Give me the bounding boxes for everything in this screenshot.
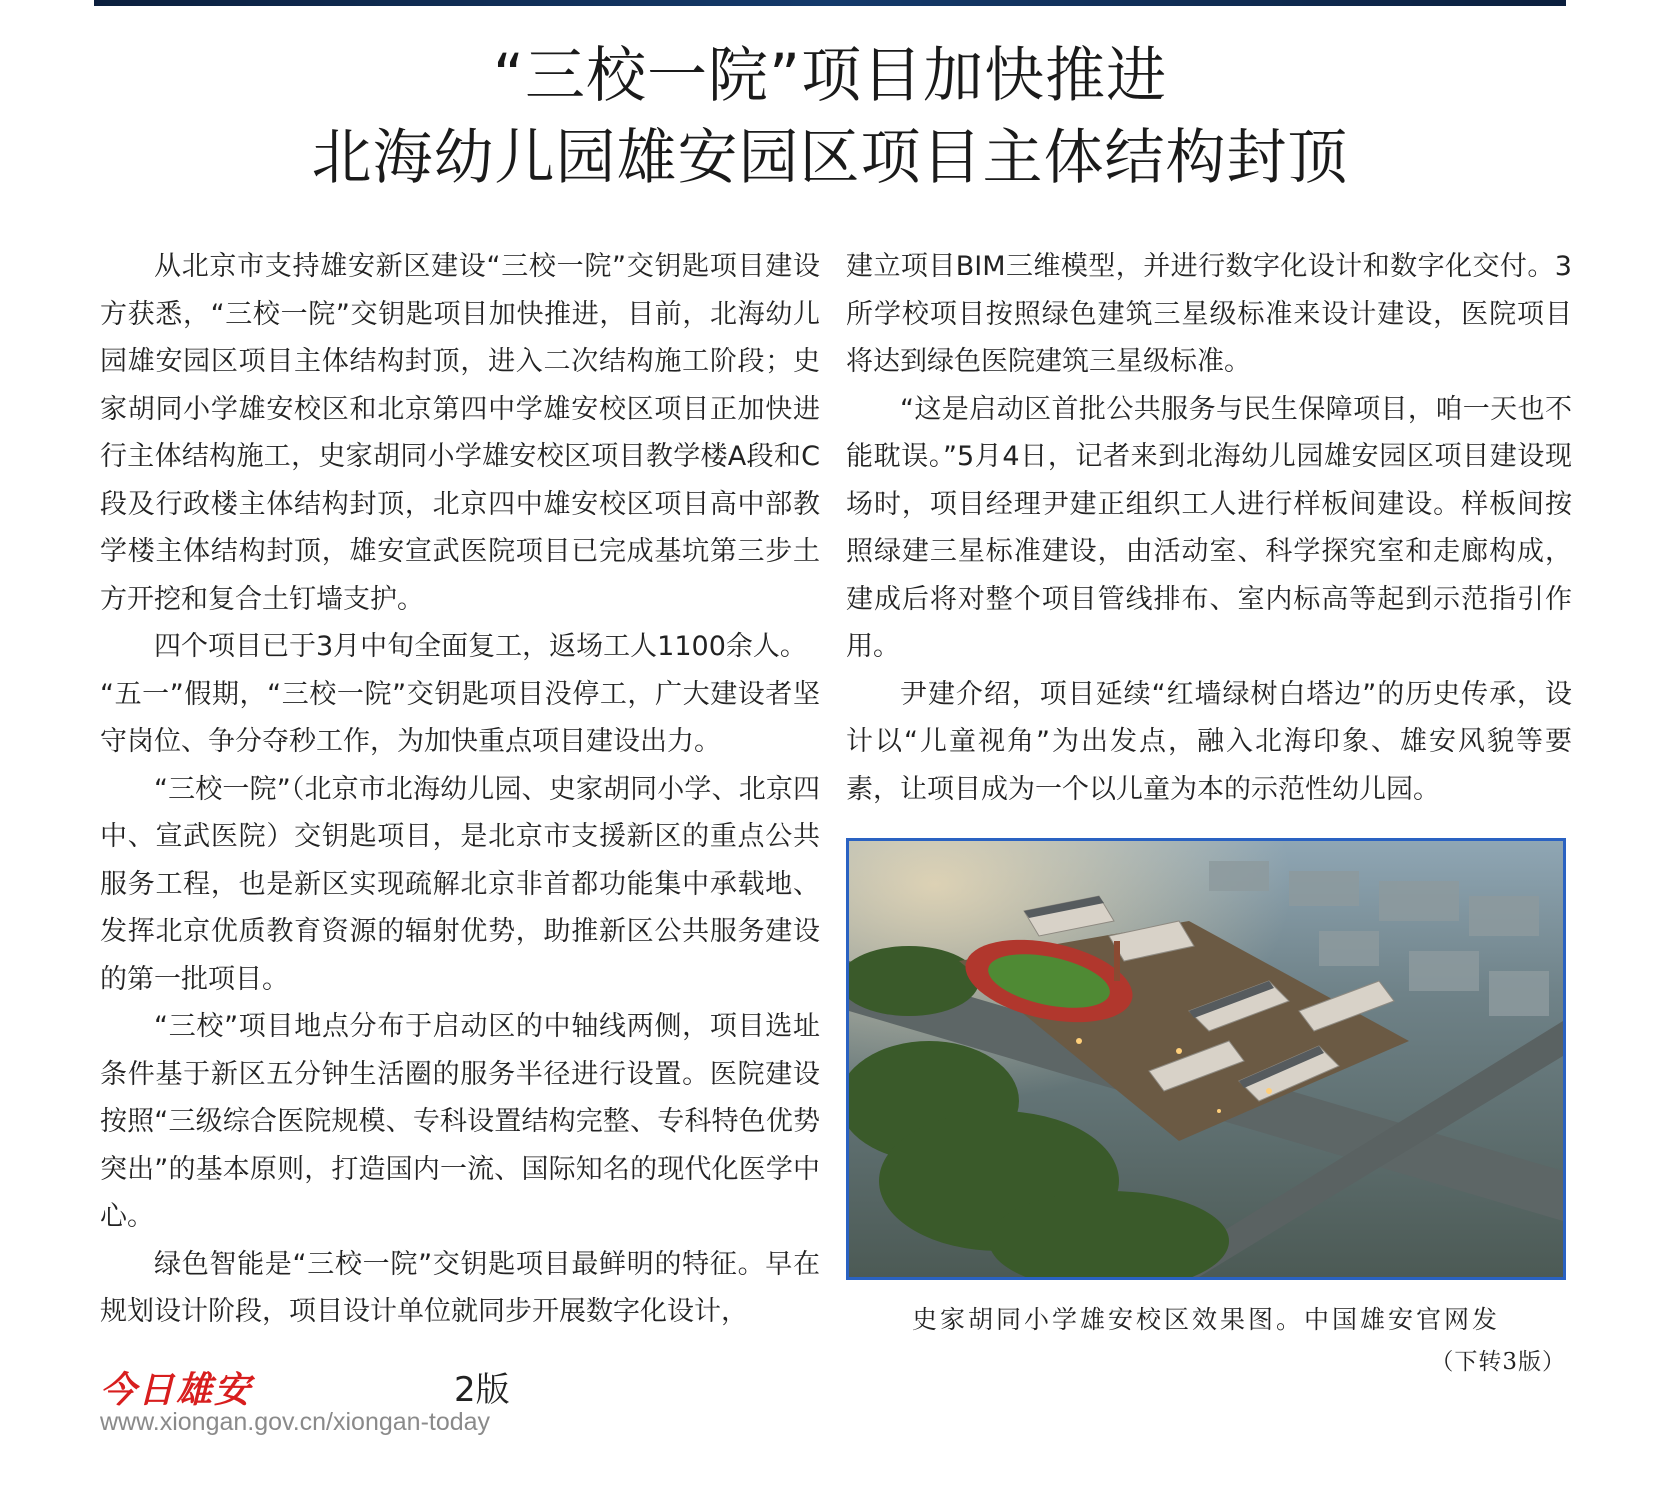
campus-rendering-photo	[846, 838, 1566, 1280]
masthead-logo: 今日雄安	[100, 1369, 253, 1411]
headline	[94, 35, 1566, 199]
photo-caption: 史家胡同小学雄安校区效果图。中国雄安官网发	[911, 1305, 1500, 1334]
headline-line-1: “三校一院”项目加快推进	[492, 41, 1168, 111]
paragraph: 从北京市支持雄安新区建设“三校一院”交钥匙项目建设方获悉，“三校一院”交钥匙项目加快推进，目前，北海幼儿园雄安园区项目主体结构封顶，进入二次结构施工阶段；史家胡同小学雄安校区和北京第四中学雄安校区项目正加快进行主体结构施工，史家胡同小学雄安校区项目教学楼A段和C段及行政楼主体结构封顶，北京四中雄安校区项目高中部教学楼主体结构封顶，雄安宣武医院项目已完成基坑第三步土方开挖和复合土钉墙支护。	[100, 251, 820, 615]
aerial-campus-illustration	[849, 841, 1563, 1277]
paragraph: 建立项目BIM三维模型，并进行数字化设计和数字化交付。3所学校项目按照绿色建筑三星级标准来设计建设，医院项目将达到绿色医院建筑三星级标准。	[846, 251, 1572, 377]
paragraph: “三校”项目地点分布于启动区的中轴线两侧，项目选址条件基于新区五分钟生活圈的服务半径进行设置。医院建设按照“三级综合医院规模、专科设置结构完整、专科特色优势突出”的基本原则，打造国内一流、国际知名的现代化医学中心。	[100, 1011, 820, 1232]
paragraph: 四个项目已于3月中旬全面复工，返场工人1100余人。	[154, 631, 807, 662]
continue-note: （下转3版）	[1430, 1349, 1566, 1375]
article-right-column	[846, 243, 1572, 813]
top-rule	[94, 0, 1566, 6]
site-url: www.xiongan.gov.cn/xiongan-today	[100, 1408, 491, 1436]
paragraph: 绿色智能是“三校一院”交钥匙项目最鲜明的特征。早在规划设计阶段，项目设计单位就同步开展数字化设计，	[100, 1248, 820, 1327]
headline-line-2: 北海幼儿园雄安园区项目主体结构封顶	[311, 123, 1349, 193]
page-number: 2版	[454, 1370, 510, 1410]
article-left-column	[100, 243, 820, 1336]
paragraph: 尹建介绍，项目延续“红墙绿树白塔边”的历史传承，设计以“儿童视角”为出发点，融入北海印象、雄安风貌等要素，让项目成为一个以儿童为本的示范性幼儿园。	[846, 678, 1572, 805]
paragraph: “这是启动区首批公共服务与民生保障项目，咱一天也不能耽误。”5月4日，记者来到北海幼儿园雄安园区项目建设现场时，项目经理尹建正组织工人进行样板间建设。样板间按照绿建三星标准建设，由活动室、科学探究室和走廊构成，建成后将对整个项目管线排布、室内标高等起到示范指引作用。	[846, 393, 1572, 662]
paragraph: “五一”假期，“三校一院”交钥匙项目没停工，广大建设者坚守岗位、争分夺秒工作，为加快重点项目建设出力。	[100, 678, 820, 757]
paragraph: “三校一院”（北京市北海幼儿园、史家胡同小学、北京四中、宣武医院）交钥匙项目，是北京市支援新区的重点公共服务工程，也是新区实现疏解北京非首都功能集中承载地、发挥北京优质教育资源的辐射优势，助推新区公共服务建设的第一批项目。	[100, 773, 820, 995]
